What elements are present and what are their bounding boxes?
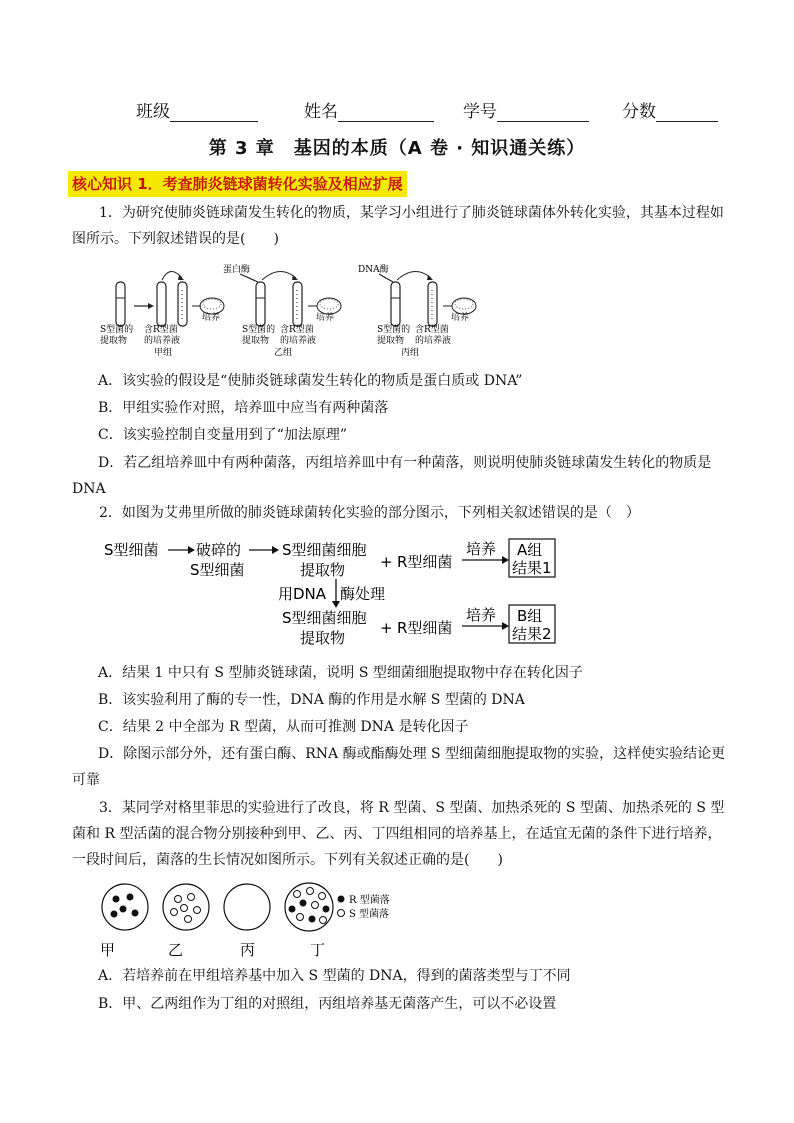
medium-label-1: 含R型菌 <box>280 325 314 335</box>
dish-bing <box>224 884 270 930</box>
medium-label-1: 含R型菌 <box>144 325 178 335</box>
s-colony <box>307 888 314 895</box>
legend-s-marker <box>338 910 345 917</box>
section-heading: 核心知识 1．考查肺炎链球菌转化实验及相应扩展 <box>68 171 407 197</box>
q1-group-jia <box>100 271 224 358</box>
arrowhead <box>292 275 298 280</box>
q2-stem: 2．如图为艾弗里所做的肺炎链球菌转化实验的部分图示，下列相关叙述错误的是（ ） <box>99 505 640 521</box>
r-colony <box>309 916 316 923</box>
dish-label-yi: 乙 <box>168 941 184 959</box>
q2-option-b[interactable]: B．该实验利用了酶的专一性，DNA 酶的作用是水解 S 型菌的 DNA <box>98 692 525 708</box>
class-blank[interactable] <box>170 103 258 122</box>
q1-option-c[interactable]: C．该实验控制自变量用到了“加法原理” <box>98 427 348 443</box>
box-b-label-2: 结果2 <box>512 625 552 643</box>
s-colony <box>319 893 326 900</box>
q3-stem: 3．某同学对格里菲思的实验进行了改良，将 R 型菌、S 型菌、加热杀死的 S 型菌、加热杀死的 S 型菌和 R 型活菌的混合物分别接种到甲、乙、丙、丁四组相同的培养基上，在适宜无菌的条件下进行培养，一段时间后，菌落的生长情况如图所示。下列有关叙述正确的是( ) <box>72 800 725 868</box>
r-colony <box>111 911 118 918</box>
enzyme-label-protease: 蛋白酶 <box>223 265 251 275</box>
s-colony <box>171 909 178 916</box>
extract-label-1: S型菌的 <box>377 325 411 335</box>
s-colony <box>175 896 182 903</box>
enzyme-label-dna: DNA酶 <box>358 265 389 275</box>
plus-sign-b: + <box>380 619 393 637</box>
box-b-label-1: B组 <box>517 607 543 625</box>
q2-option-c[interactable]: C．结果 2 中全部为 R 型菌，从而可推测 DNA 是转化因子 <box>98 719 469 735</box>
r-colony <box>132 910 139 917</box>
q2-figure <box>100 535 570 655</box>
test-tube <box>256 282 265 326</box>
arrowhead <box>502 622 509 630</box>
s-cell-label: S型细菌 <box>104 541 159 559</box>
test-tube <box>293 282 302 326</box>
name-field[interactable] <box>304 97 434 122</box>
colonies <box>203 299 221 309</box>
r-colony <box>323 906 330 913</box>
transfer-arrow <box>397 271 431 280</box>
box-a-label-2: 结果1 <box>512 559 552 577</box>
r-colony <box>300 900 307 907</box>
q3-figure <box>96 880 426 960</box>
r-colony <box>120 906 127 913</box>
q1-option-d[interactable]: D．若乙组培养皿中有两种菌落，丙组培养皿中有一种菌落，则说明使肺炎链球菌发生转化的物质是DNA <box>72 455 712 497</box>
petri-dish <box>317 298 341 314</box>
legend-r-label: R 型菌落 <box>349 895 390 906</box>
r-colony <box>127 894 134 901</box>
culture-label: 培养 <box>451 313 470 323</box>
extract-label-1b: S型细菌细胞 <box>282 609 367 627</box>
name-blank[interactable] <box>338 103 434 122</box>
extract-label-2: 提取物 <box>377 336 405 346</box>
q3-option-b[interactable]: B．甲、乙两组作为丁组的对照组，丙组培养基无菌落产生，可以不必设置 <box>98 996 557 1012</box>
petri-dish <box>452 298 476 314</box>
s-colony <box>312 902 319 909</box>
class-field[interactable] <box>136 97 258 122</box>
extract-label-1: S型细菌细胞 <box>282 541 367 559</box>
medium-label-2: 的培养液 <box>144 336 181 346</box>
r-cell-label-b: R型细菌 <box>397 619 453 637</box>
q1-stem: 1．为研究使肺炎链球菌发生转化的物质，某学习小组进行了肺炎链球菌体外转化实验，其基本过程如图所示。下列叙述错误的是( ) <box>72 205 724 247</box>
box-a-label-1: A组 <box>517 541 543 559</box>
s-colony <box>194 907 201 914</box>
q1-figure <box>96 262 496 362</box>
extract-label-2: 提取物 <box>242 336 270 346</box>
treat-label-right: 酶处理 <box>340 585 386 603</box>
dish-label-ding: 丁 <box>310 941 326 959</box>
name-label: 姓名 <box>304 102 338 122</box>
medium-label-2: 的培养液 <box>280 336 317 346</box>
arrowhead <box>332 601 340 608</box>
q1-option-b[interactable]: B．甲组实验作对照，培养皿中应当有两种菌落 <box>98 400 389 416</box>
colonies <box>320 299 338 309</box>
legend-s-label: S 型菌落 <box>349 909 390 920</box>
petri-dish <box>200 298 224 314</box>
q1-group-bing <box>358 263 476 358</box>
s-colony <box>188 894 195 901</box>
legend-r-marker <box>338 896 345 903</box>
dropper <box>240 274 258 282</box>
q1-group-yi <box>223 263 341 358</box>
q1-option-a[interactable]: A．该实验的假设是“使肺炎链球菌发生转化的物质是蛋白质或 DNA” <box>98 373 523 389</box>
culture-label: 培养 <box>316 313 335 323</box>
extract-label-2b: 提取物 <box>300 629 346 647</box>
culture-label: 培养 <box>202 313 221 323</box>
broken-label-2: S型细菌 <box>190 561 245 579</box>
group-label-jia: 甲组 <box>154 348 173 358</box>
score-blank[interactable] <box>656 103 718 122</box>
s-colony <box>185 916 192 923</box>
group-label-bing: 丙组 <box>401 348 420 358</box>
test-tube <box>116 282 125 326</box>
score-label: 分数 <box>622 102 656 122</box>
test-tube <box>157 282 166 326</box>
arrowhead <box>148 303 154 309</box>
medium-label-1: 含R型菌 <box>415 325 449 335</box>
page-title: 第 3 章 基因的本质（A 卷 · 知识通关练） <box>208 138 586 159</box>
r-cell-label: R型细菌 <box>397 553 453 571</box>
r-colony <box>289 906 296 913</box>
broken-label-1: 破碎的 <box>196 541 242 559</box>
dish-label-bing: 丙 <box>240 941 256 959</box>
class-label: 班级 <box>136 102 170 122</box>
extract-label-2: 提取物 <box>300 561 346 579</box>
q3-option-a[interactable]: A．若培养前在甲组培养基中加入 S 型菌的 DNA，得到的菌落类型与丁不同 <box>98 968 571 984</box>
culture-label-b: 培养 <box>466 606 497 624</box>
culture-label-a: 培养 <box>466 540 497 558</box>
id-field[interactable] <box>463 97 589 122</box>
q2-option-d[interactable]: D．除图示部分外，还有蛋白酶、RNA 酶或酯酶处理 S 型细菌细胞提取物的实验，这样使实验结论更可靠 <box>72 746 726 788</box>
extract-label-1: S型菌的 <box>242 325 276 335</box>
test-tube <box>178 282 187 326</box>
id-label: 学号 <box>463 102 497 122</box>
dropper <box>379 274 393 282</box>
s-colony <box>320 917 327 924</box>
transfer-arrow <box>262 271 296 280</box>
treat-label-left: 用DNA <box>278 585 327 603</box>
arrowhead <box>272 546 279 554</box>
medium-label-2: 的培养液 <box>415 336 452 346</box>
arrowhead <box>178 275 184 280</box>
extract-label-1: S型菌的 <box>100 325 134 335</box>
test-tube <box>428 282 437 326</box>
group-label-yi: 乙组 <box>274 348 293 358</box>
test-tube <box>391 282 400 326</box>
arrowhead <box>188 546 195 554</box>
extract-label-2: 提取物 <box>100 336 128 346</box>
s-colony <box>294 891 301 898</box>
dish-label-jia: 甲 <box>100 941 116 959</box>
q2-option-a[interactable]: A．结果 1 中只有 S 型肺炎链球菌，说明 S 型细菌细胞提取物中存在转化因子 <box>98 665 583 681</box>
id-blank[interactable] <box>497 103 589 122</box>
s-colony <box>181 905 188 912</box>
r-colony <box>113 896 120 903</box>
arrowhead <box>427 275 433 280</box>
s-colony <box>297 914 304 921</box>
colonies <box>455 299 473 309</box>
plus-sign: + <box>380 553 393 571</box>
arrowhead <box>502 556 509 564</box>
dish-yi <box>163 884 209 930</box>
score-field[interactable] <box>622 97 718 122</box>
